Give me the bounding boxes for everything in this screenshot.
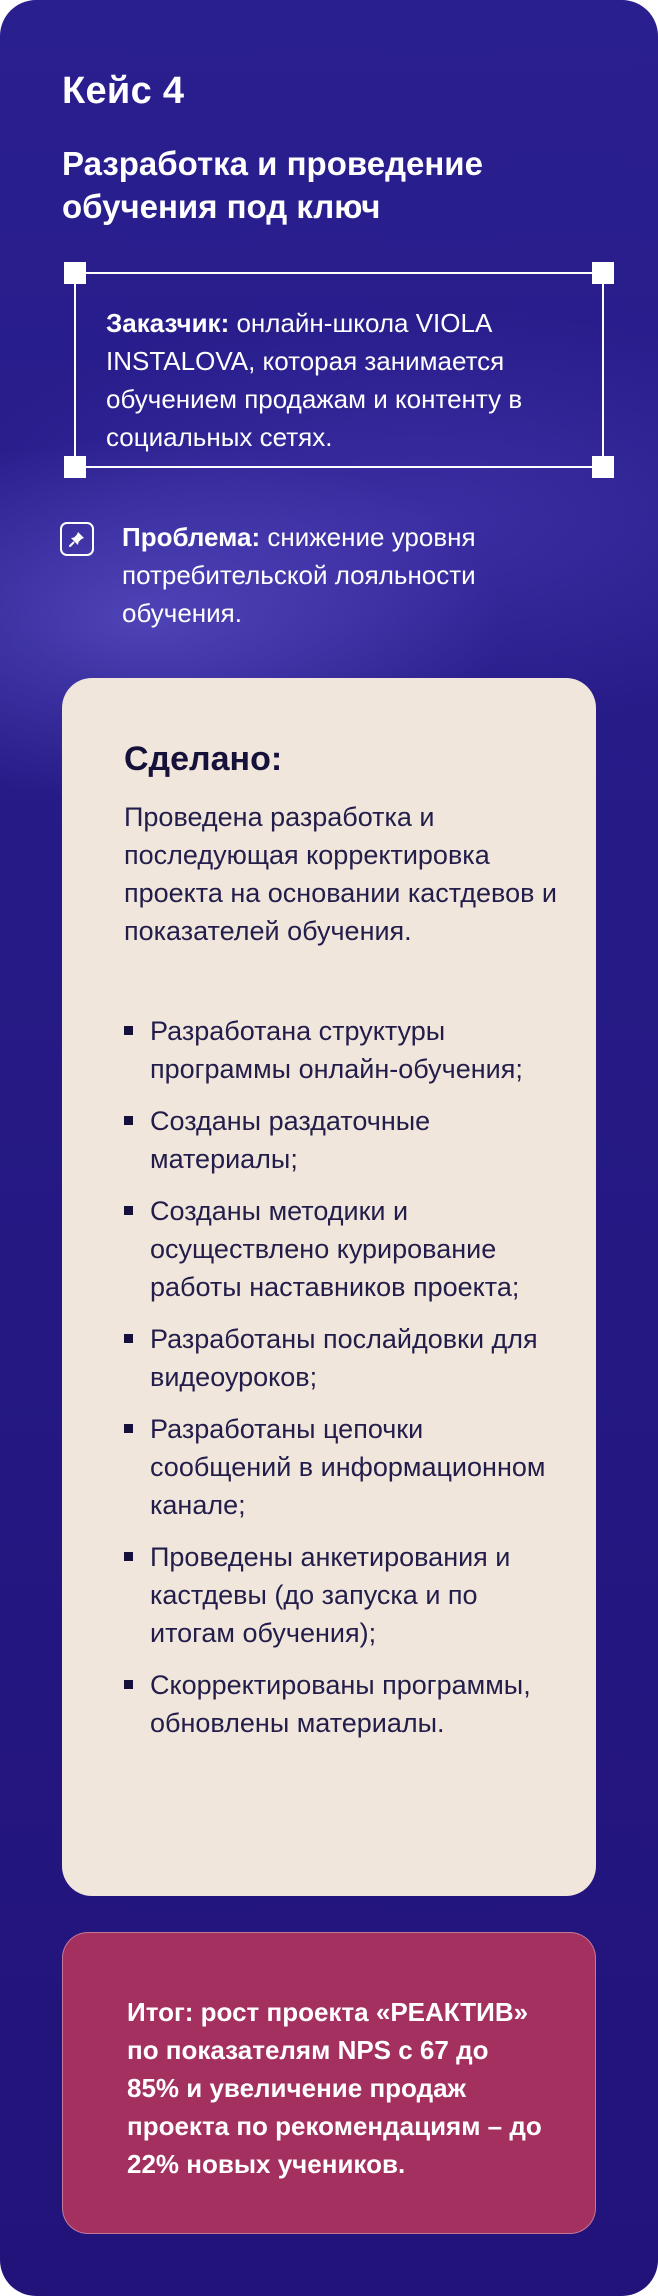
problem-text: снижение уровня потребительской лояльности обучения.	[122, 522, 476, 628]
result-text: Итог: рост проекта «РЕАКТИВ» по показателям NPS с 67 до 85% и увеличение продаж проекта по рекомендациям – до 22% новых учеников.	[127, 1997, 542, 2179]
list-item: Созданы методики и осуществлено курирование работы наставников проекта;	[124, 1192, 564, 1306]
pin-icon	[60, 522, 94, 556]
case-title: Кейс 4	[62, 70, 185, 112]
list-item: Созданы раздаточные материалы;	[124, 1102, 564, 1178]
client-label: Заказчик:	[106, 308, 230, 338]
bullet-icon	[124, 1206, 133, 1215]
corner-handle	[592, 262, 614, 284]
bullet-icon	[124, 1116, 133, 1125]
client-box	[74, 272, 604, 468]
done-list	[124, 1012, 564, 1756]
problem-label: Проблема:	[122, 522, 261, 552]
list-item: Разработаны цепочки сообщений в информационном канале;	[124, 1410, 564, 1524]
client-text: онлайн-школа VIOLA INSTALOVA, которая занимается обучением продажам и контенту в социальных сетях.	[106, 308, 523, 452]
corner-handle	[64, 456, 86, 478]
list-item: Скорректированы программы, обновлены материалы.	[124, 1666, 564, 1742]
done-title: Сделано:	[124, 740, 283, 778]
bullet-icon	[124, 1680, 133, 1689]
case-subtitle: Разработка и проведение обучения под ключ	[62, 145, 483, 225]
list-item: Разработаны послайдовки для видеоуроков;	[124, 1320, 564, 1396]
done-panel	[62, 678, 596, 1896]
problem-description	[122, 518, 572, 632]
bullet-icon	[124, 1026, 133, 1035]
client-description	[106, 304, 586, 456]
result-panel	[62, 1932, 596, 2234]
list-item: Проведены анкетирования и кастдевы (до запуска и по итогам обучения);	[124, 1538, 564, 1652]
bullet-icon	[124, 1552, 133, 1561]
list-item: Разработана структуры программы онлайн-обучения;	[124, 1012, 564, 1088]
corner-handle	[64, 262, 86, 284]
corner-handle	[592, 456, 614, 478]
done-intro: Проведена разработка и последующая корректировка проекта на основании кастдевов и показателей обучения.	[124, 802, 558, 946]
bullet-icon	[124, 1334, 133, 1343]
bullet-icon	[124, 1424, 133, 1433]
